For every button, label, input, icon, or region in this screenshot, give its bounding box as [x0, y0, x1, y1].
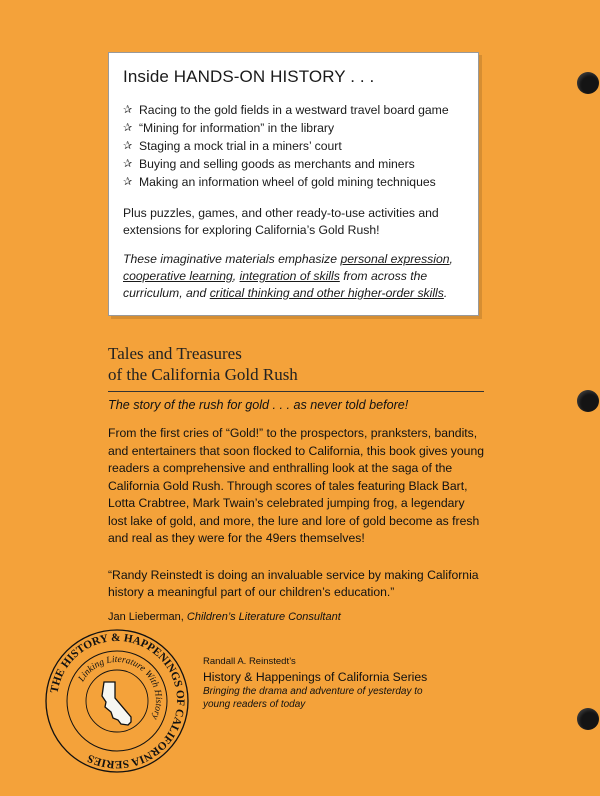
binder-hole: [577, 708, 599, 730]
list-item-text: Staging a mock trial in a miners’ court: [139, 139, 342, 153]
activity-list: [123, 101, 464, 191]
hands-on-history-box: [108, 52, 479, 316]
emphasis-text: from across the curriculum, and: [123, 269, 428, 300]
series-seal-logo: [43, 627, 191, 775]
book-title-line: Tales and Treasures: [108, 344, 242, 363]
star-icon: ✰: [123, 104, 133, 116]
box-title: Inside HANDS-ON HISTORY . . .: [123, 67, 375, 86]
list-item: [123, 119, 464, 137]
list-item-text: Making an information wheel of gold mining techniques: [139, 175, 436, 189]
seal-inner-text: Linking Literature With History: [76, 654, 164, 721]
emphasis-text: ,: [449, 252, 453, 266]
emphasis-text: These imaginative materials emphasize: [123, 252, 341, 266]
book-description: From the first cries of “Gold!” to the prospectors, pranksters, bandits, and entertainers that soon flocked to California, this book gives young readers a comprehensive and enthralling look at the saga of the California Gold Rush. Through scores of tales featuring Black Bart, Lotta Crabtree, Mark Twain’s celebrated jumping frog, a legendary lost lake of gold, and more, the lure and lore of gold become as fresh and real as they were for the 49ers themselves!: [108, 426, 485, 545]
series-info: [203, 656, 483, 711]
binder-hole: [577, 390, 599, 412]
star-icon: ✰: [123, 176, 133, 188]
list-item-text: Racing to the gold fields in a westward travel board game: [139, 103, 449, 117]
list-item: [123, 173, 464, 191]
list-item: [123, 101, 464, 119]
binder-hole: [577, 72, 599, 94]
book-title-line: of the California Gold Rush: [108, 365, 298, 384]
attribution-role: Children’s Literature Consultant: [186, 610, 341, 623]
california-icon: [102, 682, 131, 725]
quote-attribution: [108, 611, 488, 623]
divider: [108, 391, 484, 392]
series-author: Randall A. Reinstedt’s: [203, 656, 296, 667]
list-item-text: Buying and selling goods as merchants and miners: [139, 157, 415, 171]
emphasis-text: ,: [232, 269, 240, 283]
book-title: [108, 343, 488, 385]
box-paragraph: Plus puzzles, games, and other ready-to-use activities and extensions for exploring California’s Gold Rush!: [123, 206, 439, 237]
emphasis-underline: critical thinking and other higher-order skills: [209, 286, 444, 300]
emphasis-text: .: [443, 286, 448, 300]
series-name: History & Happenings of California Series: [203, 670, 428, 684]
tagline: The story of the rush for gold . . . as never told before!: [108, 398, 409, 412]
star-icon: ✰: [123, 140, 133, 152]
seal-outer-text: THE HISTORY & HAPPENINGS OF CALIFORNIA SERIES: [48, 631, 187, 771]
star-icon: ✰: [123, 122, 133, 134]
list-item: [123, 137, 464, 155]
list-item: [123, 155, 464, 173]
emphasis-underline: personal expression: [340, 252, 450, 266]
review-quote: “Randy Reinstedt is doing an invaluable service by making California history a meaningful part of our children’s education.”: [108, 567, 479, 599]
emphasis-underline: cooperative learning: [123, 269, 233, 283]
series-subtitle: Bringing the drama and adventure of yesterday to young readers of today: [203, 686, 423, 710]
list-item-text: “Mining for information” in the library: [139, 121, 335, 135]
star-icon: ✰: [123, 158, 133, 170]
attribution-name: Jan Lieberman,: [108, 610, 187, 623]
book-section: [108, 343, 488, 623]
box-emphasis: [123, 251, 464, 302]
emphasis-underline: integration of skills: [239, 269, 340, 283]
